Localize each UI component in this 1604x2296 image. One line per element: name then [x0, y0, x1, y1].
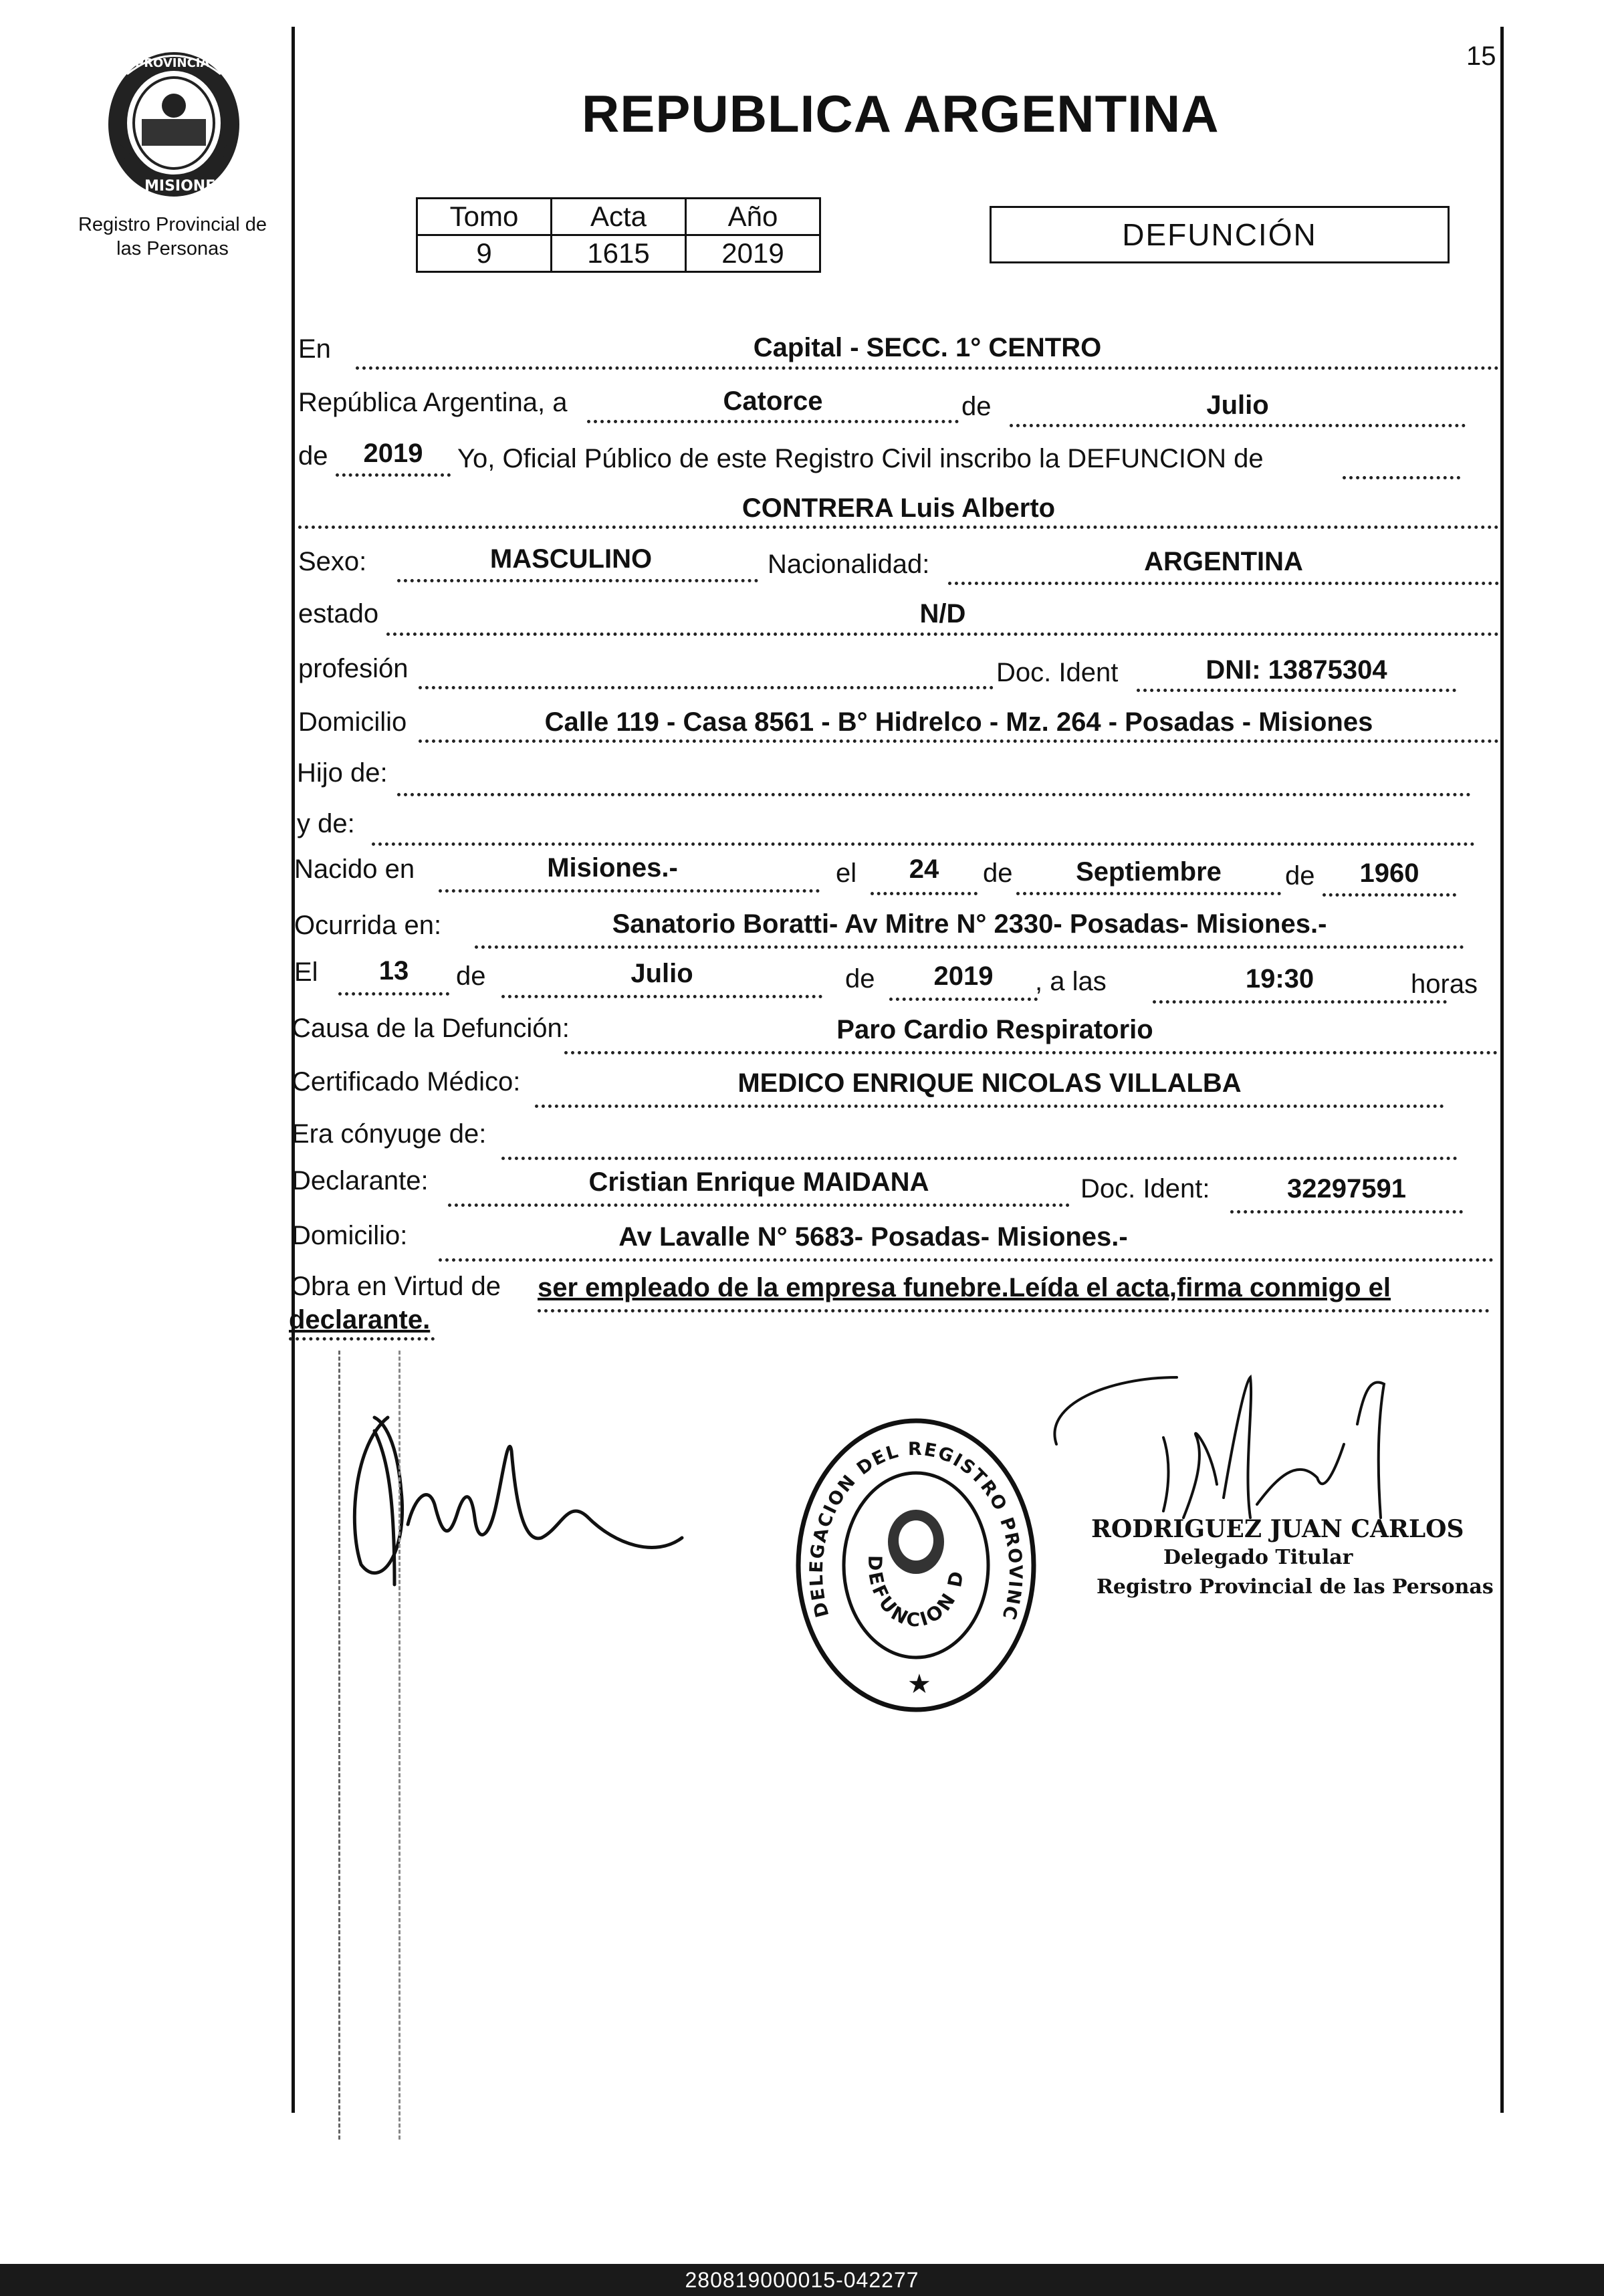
dotted-line — [448, 1203, 1070, 1207]
label-horas: horas — [1411, 969, 1478, 999]
official-name: RODRIGUEZ JUAN CARLOS — [1091, 1515, 1464, 1543]
dotted-line — [336, 473, 451, 477]
dotted-line — [298, 526, 1499, 529]
dotted-line — [475, 945, 1464, 949]
label-y-de: y de: — [297, 809, 355, 838]
record-header-acta: Acta — [552, 199, 686, 235]
value-doc-declarante: 32297591 — [1287, 1174, 1406, 1203]
document-title: REPUBLICA ARGENTINA — [582, 84, 1220, 143]
label-profesion: profesión — [298, 654, 409, 683]
dotted-line — [501, 1157, 1458, 1160]
dotted-line — [1153, 1000, 1447, 1004]
value-mes: Julio — [1206, 390, 1269, 420]
dotted-line — [439, 1258, 1494, 1262]
label-el-cap: El — [294, 957, 318, 987]
label-sexo: Sexo: — [298, 547, 367, 576]
value-causa: Paro Cardio Respiratorio — [836, 1015, 1153, 1044]
value-dia-letras: Catorce — [723, 386, 823, 416]
label-conyuge: Era cónyuge de: — [292, 1119, 487, 1149]
record-value-tomo: 9 — [417, 235, 552, 272]
dotted-line — [372, 842, 1475, 846]
dotted-line — [397, 793, 1471, 796]
dotted-line — [289, 1337, 435, 1341]
dotted-line — [338, 992, 449, 996]
value-domicilio-declarante: Av Lavalle N° 5683- Posadas- Misiones.- — [618, 1222, 1128, 1252]
dotted-line — [871, 892, 978, 895]
value-dia-defuncion: 13 — [378, 956, 409, 986]
stamp-star: ★ — [907, 1670, 931, 1699]
value-certificado: MEDICO ENRIQUE NICOLAS VILLALBA — [737, 1068, 1242, 1098]
dotted-line — [501, 995, 822, 998]
label-a-las: , a las — [1035, 967, 1107, 996]
value-estado: N/D — [919, 599, 966, 628]
label-doc-ident2: Doc. Ident: — [1080, 1174, 1210, 1203]
value-hora: 19:30 — [1245, 964, 1314, 994]
label-certificado: Certificado Médico: — [292, 1067, 521, 1097]
dotted-line — [538, 1309, 1490, 1312]
document-type-box: DEFUNCIÓN — [990, 206, 1450, 263]
right-margin-line — [1500, 27, 1504, 2113]
label-yo-oficial: Yo, Oficial Público de este Registro Civil inscribo la DEFUNCION de — [457, 444, 1264, 473]
stamp-inner-seal — [888, 1510, 944, 1574]
dotted-line — [948, 582, 1499, 585]
dotted-line — [1343, 476, 1460, 479]
label-obra-en: Obra en Virtud de — [290, 1272, 501, 1301]
value-lugar: Capital - SECC. 1° CENTRO — [753, 333, 1102, 362]
dotted-line — [535, 1105, 1444, 1108]
official-office: Registro Provincial de las Personas — [1097, 1575, 1494, 1599]
dotted-line — [889, 998, 1038, 1001]
value-mes-nacimiento: Septiembre — [1076, 857, 1222, 887]
province-seal-logo — [100, 44, 247, 205]
logo-text-top: PROVINCIA DE — [135, 56, 232, 70]
dotted-line — [587, 420, 959, 423]
value-documento: DNI: 13875304 — [1206, 655, 1387, 685]
declarant-signature — [334, 1391, 709, 1591]
value-sexo: MASCULINO — [489, 544, 653, 574]
record-header-tomo: Tomo — [417, 199, 552, 235]
dotted-line — [1323, 893, 1456, 897]
label-nacionalidad: Nacionalidad: — [768, 550, 930, 579]
dotted-line — [1230, 1210, 1463, 1214]
value-nacionalidad: ARGENTINA — [1144, 547, 1303, 576]
label-de-anio: de — [298, 441, 328, 471]
value-anio-defuncion: 2019 — [933, 961, 994, 991]
dotted-line — [1137, 689, 1456, 692]
label-hijo-de: Hijo de: — [297, 758, 388, 788]
record-header-anio: Año — [686, 199, 820, 235]
value-lugar-defuncion: Sanatorio Boratti- Av Mitre N° 2330- Posadas- Misiones.- — [612, 909, 1327, 939]
logo-text-bottom: MISIONES — [144, 178, 227, 195]
dotted-line — [386, 633, 1499, 636]
label-en: En — [298, 334, 331, 364]
margin-mark — [398, 1351, 400, 2140]
label-de: de — [961, 392, 992, 421]
label-domicilio2: Domicilio: — [292, 1221, 408, 1250]
record-value-anio: 2019 — [686, 235, 820, 272]
value-mes-defuncion: Julio — [631, 959, 693, 988]
dotted-line — [419, 739, 1499, 743]
value-lugar-nacimiento: Misiones.- — [547, 853, 678, 883]
page-number: 15 — [1466, 41, 1496, 71]
dotted-line — [419, 686, 994, 689]
record-table — [416, 197, 821, 273]
issuer-caption-line1: Registro Provincial de — [78, 214, 267, 235]
stamp-inner-text: DEFUNCION D — [863, 1555, 969, 1631]
dotted-line — [564, 1051, 1498, 1054]
issuer-caption-line2: las Personas — [116, 238, 229, 259]
label-declarante: Declarante: — [292, 1166, 429, 1195]
label-causa: Causa de la Defunción: — [292, 1014, 570, 1043]
dotted-line — [1010, 424, 1466, 427]
value-declarante: Cristian Enrique MAIDANA — [588, 1167, 929, 1197]
label-domicilio: Domicilio — [298, 707, 407, 737]
dotted-line — [439, 889, 820, 893]
dotted-line — [397, 579, 758, 582]
record-value-row — [417, 235, 820, 272]
value-dia-nacimiento: 24 — [909, 854, 939, 884]
official-role: Delegado Titular — [1163, 1546, 1353, 1569]
dotted-line — [1016, 892, 1281, 895]
value-anio: 2019 — [363, 439, 423, 468]
value-obra-line1: ser empleado de la empresa funebre.Leída el acta,firma conmigo el — [538, 1273, 1391, 1302]
official-signature — [1030, 1364, 1431, 1538]
record-value-acta: 1615 — [552, 235, 686, 272]
margin-mark — [338, 1351, 340, 2140]
label-estado: estado — [298, 599, 379, 628]
label-ocurrida-en: Ocurrida en: — [294, 911, 442, 940]
label-de-nac-mes: de — [983, 858, 1013, 888]
value-obra-line2: declarante. — [289, 1305, 431, 1335]
value-anio-nacimiento: 1960 — [1359, 858, 1419, 888]
label-republica-a: República Argentina, a — [298, 388, 568, 417]
label-de-nac-anio: de — [1285, 861, 1315, 891]
label-doc-ident: Doc. Ident — [996, 658, 1119, 687]
record-header-row — [417, 199, 820, 235]
footer-document-id: 280819000015-042277 — [0, 2264, 1604, 2296]
label-nacido-en: Nacido en — [294, 854, 415, 884]
official-stamp — [789, 1415, 1043, 1716]
value-domicilio: Calle 119 - Casa 8561 - B° Hidrelco - Mz. 264 - Posadas - Misiones — [544, 707, 1373, 737]
issuer-caption — [72, 213, 273, 261]
label-el: el — [836, 858, 857, 888]
dotted-line — [356, 366, 1499, 370]
stamp-outer-text: DELEGACION DEL REGISTRO PROVINC — [806, 1438, 1026, 1623]
value-nombre: CONTRERA Luis Alberto — [741, 493, 1056, 523]
label-de-def-mes: de — [456, 961, 486, 991]
label-de-def-anio: de — [845, 964, 875, 994]
